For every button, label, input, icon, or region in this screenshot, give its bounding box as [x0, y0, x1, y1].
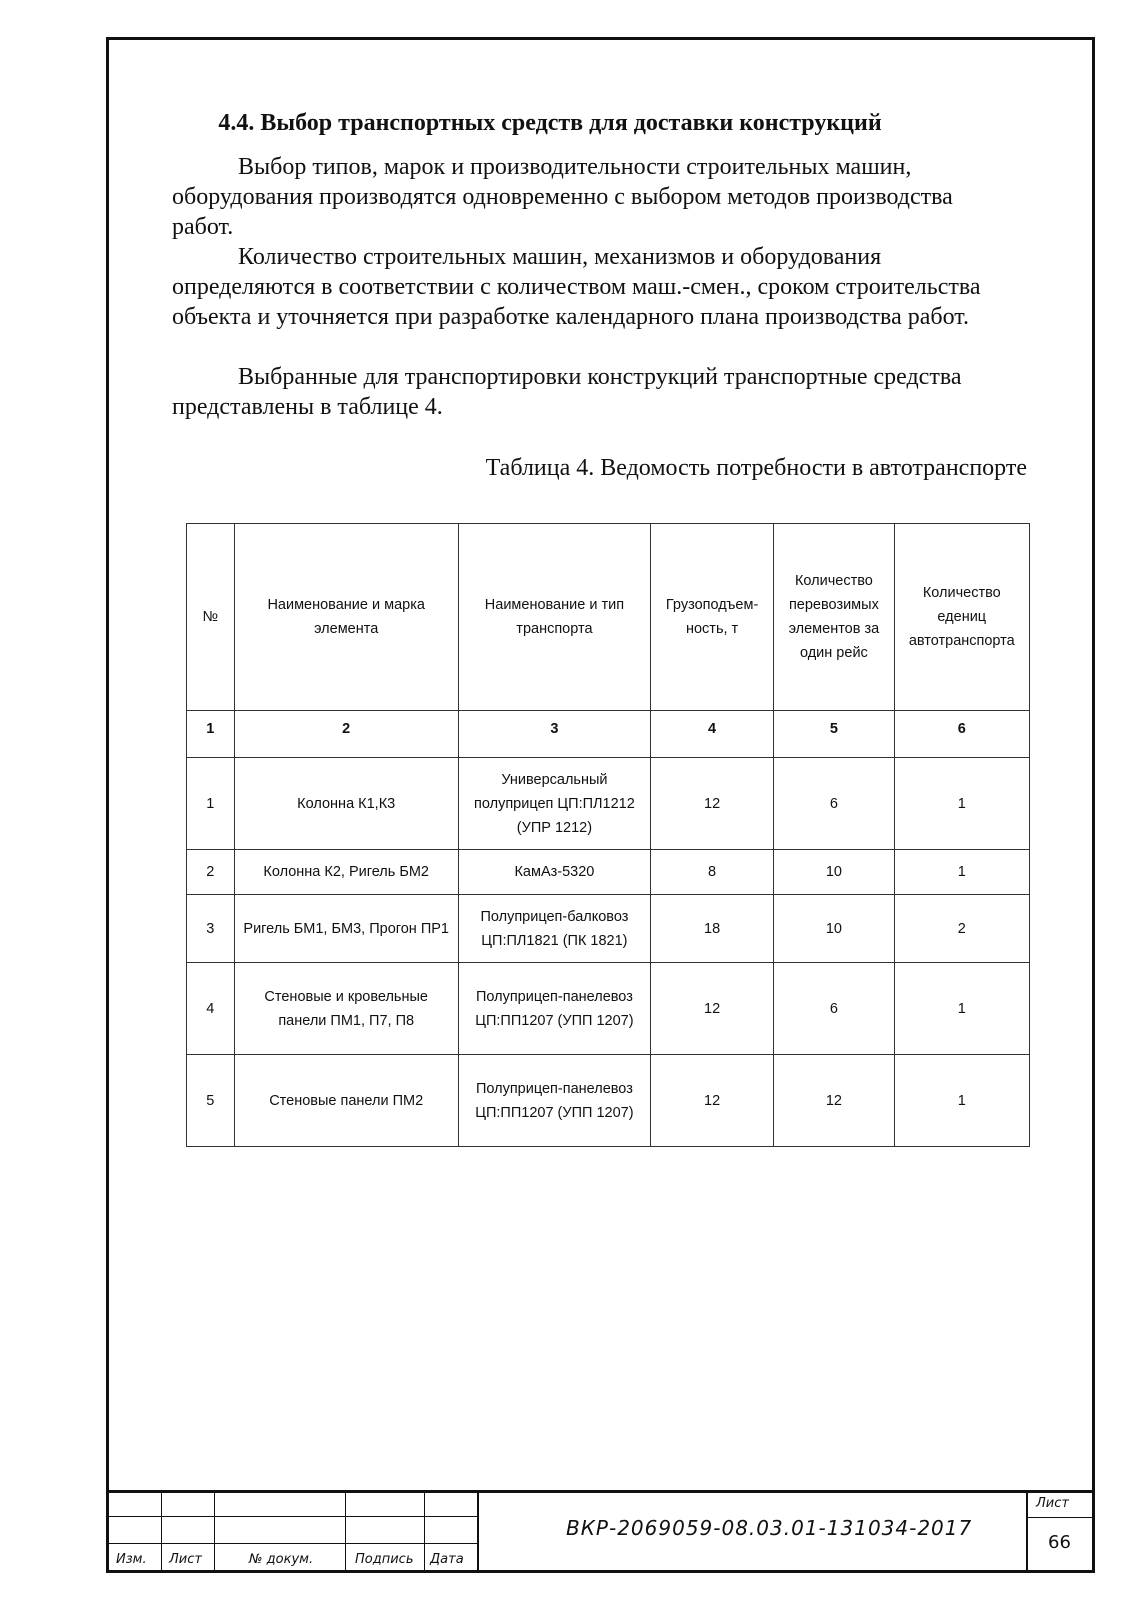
column-number: 2	[234, 711, 458, 758]
transport-table	[186, 523, 1030, 1147]
header-cell: Грузоподъем-ность, т	[650, 524, 773, 711]
stamp-cell	[106, 1490, 162, 1517]
header-cell: №	[187, 524, 235, 711]
column-number: 5	[774, 711, 894, 758]
table-header-row	[187, 524, 1030, 711]
stamp-cell	[424, 1490, 478, 1517]
table-cell: Полуприцеп-панелевоз ЦП:ПП1207 (УПП 1207)	[458, 1055, 650, 1147]
sheet-label: Лист	[1036, 1496, 1069, 1511]
stamp-cell	[424, 1516, 478, 1544]
table-cell: 1	[894, 963, 1029, 1055]
table-cell: 2	[187, 850, 235, 895]
table-cell: 12	[650, 963, 773, 1055]
table-cell: Универсальный полуприцеп ЦП:ПЛ1212 (УПР 1212)	[458, 758, 650, 850]
section-heading: 4.4. Выбор транспортных средств для доставки конструкций	[218, 110, 882, 136]
table-cell: Колонна К2, Ригель БМ2	[234, 850, 458, 895]
header-cell: Количество перевозимых элементов за один рейс	[774, 524, 894, 711]
table-cell: 1	[187, 758, 235, 850]
sheet-number: 66	[1048, 1532, 1071, 1553]
label-date: Дата	[430, 1552, 464, 1567]
table-cell: 5	[187, 1055, 235, 1147]
table-cell: 3	[187, 895, 235, 963]
label-izm: Изм.	[116, 1552, 147, 1567]
table-cell: 12	[774, 1055, 894, 1147]
header-cell: Количество едениц автотранспорта	[894, 524, 1029, 711]
table-row	[187, 963, 1030, 1055]
header-cell: Наименование и тип транспорта	[458, 524, 650, 711]
stamp-cell	[161, 1490, 215, 1517]
table-cell: 12	[650, 758, 773, 850]
table-cell: 1	[894, 1055, 1029, 1147]
column-numbers-row	[187, 711, 1030, 758]
table-cell: 10	[774, 895, 894, 963]
table-cell: КамАз-5320	[458, 850, 650, 895]
stamp-divider	[1026, 1490, 1028, 1573]
table-cell: 8	[650, 850, 773, 895]
table-row	[187, 850, 1030, 895]
sheet-box-rule	[1026, 1517, 1095, 1518]
table-cell: 6	[774, 758, 894, 850]
column-number: 3	[458, 711, 650, 758]
table-cell: Полуприцеп-балковоз ЦП:ПЛ1821 (ПК 1821)	[458, 895, 650, 963]
table-cell: 12	[650, 1055, 773, 1147]
paragraph-2: Количество строительных машин, механизмов и оборудования определяются в соответствии с количеством маш.-смен., сроком строительства объекта и уточняется при разработке календарного плана производства работ.	[172, 244, 981, 330]
table-cell: 4	[187, 963, 235, 1055]
table-cell: 18	[650, 895, 773, 963]
table-cell: 2	[894, 895, 1029, 963]
label-doc: № докум.	[249, 1552, 314, 1567]
table-cell: 6	[774, 963, 894, 1055]
table-cell: 1	[894, 850, 1029, 895]
column-number: 1	[187, 711, 235, 758]
stamp-divider	[477, 1490, 479, 1573]
column-number: 4	[650, 711, 773, 758]
header-cell: Наименование и марка элемента	[234, 524, 458, 711]
table-cell: Стеновые панели ПМ2	[234, 1055, 458, 1147]
table-cell: Колонна К1,К3	[234, 758, 458, 850]
stamp-cell	[214, 1490, 346, 1517]
table-row	[187, 758, 1030, 850]
document-code: ВКР-2069059-08.03.01-131034-2017	[566, 1516, 973, 1540]
table-cell: Полуприцеп-панелевоз ЦП:ПП1207 (УПП 1207)	[458, 963, 650, 1055]
table-caption: Таблица 4. Ведомость потребности в автотранспорте	[485, 455, 1027, 481]
column-number: 6	[894, 711, 1029, 758]
paragraph-3: Выбранные для транспортировки конструкций транспортные средства представлены в таблице 4.	[172, 364, 962, 420]
stamp-cell	[345, 1516, 425, 1544]
label-list: Лист	[169, 1552, 202, 1567]
title-block	[106, 1490, 1095, 1573]
stamp-cell	[161, 1516, 215, 1544]
table-row	[187, 895, 1030, 963]
table-row	[187, 1055, 1030, 1147]
stamp-cell	[214, 1516, 346, 1544]
table-cell: Ригель БМ1, БМ3, Прогон ПР1	[234, 895, 458, 963]
stamp-cell	[345, 1490, 425, 1517]
table-cell: 1	[894, 758, 1029, 850]
paragraph-1: Выбор типов, марок и производительности строительных машин, оборудования производятся одновременно с выбором методов производства работ.	[172, 154, 953, 240]
label-sign: Подпись	[355, 1552, 414, 1567]
table-cell: 10	[774, 850, 894, 895]
table-cell: Стеновые и кровельные панели ПМ1, П7, П8	[234, 963, 458, 1055]
stamp-cell	[106, 1516, 162, 1544]
